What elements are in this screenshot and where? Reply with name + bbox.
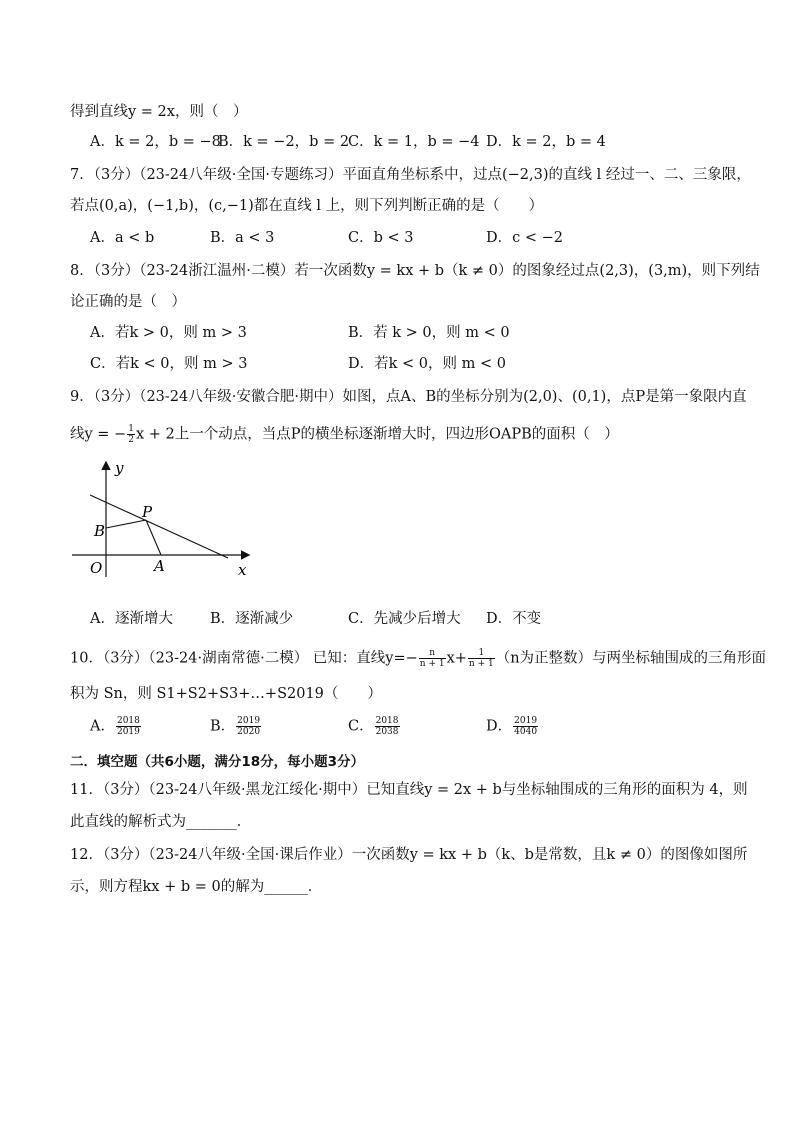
q9-option-a[interactable]: A．逐渐增大: [90, 611, 173, 627]
q7-stem-line1: 7．（3分）（23-24八年级·全国·专题练习）平面直角坐标系中，过点(−2,3)的直线 l 经过一、二、三象限，: [70, 167, 751, 183]
q8-stem-line1: 8．（3分）（23-24浙江温州·二模）若一次函数y = kx + b（k ≠ 0）的图象经过点(2,3)，(3,m)，则下列结: [70, 263, 760, 279]
q9-fraction: [127, 424, 135, 445]
q10-option-d-label: D．: [486, 718, 513, 735]
q10-option-a-frac: [116, 716, 141, 737]
q10-option-c[interactable]: [348, 716, 401, 737]
q9-line2-post: x + 2上一个动点，当点P的横坐标逐渐增大时，四边形OAPB的面积（ ）: [135, 426, 619, 443]
q8-option-d[interactable]: D．若k < 0，则 m < 0: [348, 356, 506, 372]
q7-option-b[interactable]: B．a < 3: [210, 230, 275, 246]
label-B: B: [94, 522, 106, 540]
q6-option-a[interactable]: A．k = 2，b = −8: [90, 134, 221, 150]
q7-stem-line2: 若点(0,a)，(−1,b)，(c,−1)都在直线 l 上，则下列判断正确的是（ ）: [70, 198, 544, 214]
q10-f1-num: n: [419, 648, 446, 659]
q10-option-b[interactable]: [210, 716, 262, 737]
q6-option-d[interactable]: D．k = 2，b = 4: [486, 134, 606, 150]
label-A: A: [154, 557, 165, 575]
q8-option-b[interactable]: B．若 k > 0，则 m < 0: [348, 325, 510, 341]
q10-c-num: 2018: [375, 716, 399, 726]
q10-option-a-label: A．: [90, 718, 115, 735]
q10-option-b-label: B．: [210, 718, 236, 735]
q7-option-c[interactable]: C．b < 3: [348, 230, 414, 246]
q10-option-c-frac: [375, 716, 400, 737]
q10-option-d[interactable]: [486, 716, 539, 737]
q10-pre: 10．（3分）（23-24·湖南常德·二模） 已知：直线y=−: [70, 650, 418, 667]
q11-stem-line2: 此直线的解析式为_______．: [70, 814, 252, 830]
q8-option-c[interactable]: C．若k < 0，则 m > 3: [90, 356, 248, 372]
q10-b-den: 2020: [237, 727, 261, 737]
q10-a-num: 2018: [116, 716, 140, 726]
segment-pa: [146, 520, 161, 555]
q10-d-den: 4040: [514, 727, 538, 737]
label-y: y: [115, 459, 124, 477]
q7-option-a[interactable]: A．a < b: [90, 230, 155, 246]
q10-option-b-frac: [236, 716, 261, 737]
q12-stem-line2: 示，则方程kx + b = 0的解为______．: [70, 879, 323, 895]
q10-stem-line1: [70, 648, 766, 669]
label-O: O: [90, 559, 103, 577]
q10-option-a[interactable]: [90, 716, 142, 737]
q10-b-num: 2019: [237, 716, 261, 726]
q10-fraction-2: [468, 648, 495, 669]
q10-d-num: 2019: [514, 716, 538, 726]
q10-f1-den: n + 1: [419, 659, 445, 669]
q6-stem-continuation: 得到直线y = 2x，则（ ）: [70, 104, 248, 120]
q9-frac-num: 1: [128, 424, 134, 434]
q10-option-c-label: C．: [348, 718, 374, 735]
q6-option-c[interactable]: C．k = 1，b = −4: [348, 134, 480, 150]
q9-frac-den: 2: [128, 435, 134, 445]
q9-stem-line2: [70, 424, 619, 445]
q10-a-den: 2019: [116, 727, 140, 737]
q10-f2-num: 1: [468, 648, 495, 659]
q10-c-den: 2038: [375, 727, 399, 737]
section-2-heading: 二．填空题（共6小题，满分18分，每小题3分）: [70, 754, 365, 770]
q9-option-b[interactable]: B．逐渐减少: [210, 611, 294, 627]
q7-option-d[interactable]: D．c < −2: [486, 230, 563, 246]
q10-f2-den: n + 1: [468, 659, 494, 669]
q9-stem-line1: 9．（3分）（23-24八年级·安徽合肥·期中）如图，点A、B的坐标分别为(2,0)、(0,1)，点P是第一象限内直: [70, 389, 747, 405]
q9-option-c[interactable]: C．先减少后增大: [348, 611, 461, 627]
segment-bp: [106, 520, 146, 528]
q12-stem-line1: 12．（3分）（23-24八年级·全国·课后作业）一次函数y = kx + b（k、b是常数，且k ≠ 0）的图像如图所: [70, 847, 748, 863]
q11-stem-line1: 11．（3分）（23-24八年级·黑龙江绥化·期中）已知直线y = 2x + b与坐标轴围成的三角形的面积为 4，则: [70, 782, 748, 798]
label-P: P: [142, 503, 153, 521]
q10-fraction-1: [419, 648, 446, 669]
q10-stem-line2: 积为 Sn，则 S1+S2+S3+…+S2019（ ）: [70, 686, 382, 702]
q8-stem-line2: 论正确的是（ ）: [70, 294, 186, 310]
q9-option-d[interactable]: D．不变: [486, 611, 542, 627]
q9-figure: [60, 455, 260, 580]
q8-option-a[interactable]: A．若k > 0，则 m > 3: [90, 325, 247, 341]
q10-post: （n为正整数）与两坐标轴围成的三角形面: [495, 650, 767, 667]
label-x: x: [238, 561, 247, 579]
q6-option-b[interactable]: B．k = −2，b = 2: [218, 134, 350, 150]
q10-option-d-frac: [513, 716, 538, 737]
q9-line2-pre: 线y = −: [70, 426, 127, 443]
q10-mid: x+: [446, 650, 467, 667]
